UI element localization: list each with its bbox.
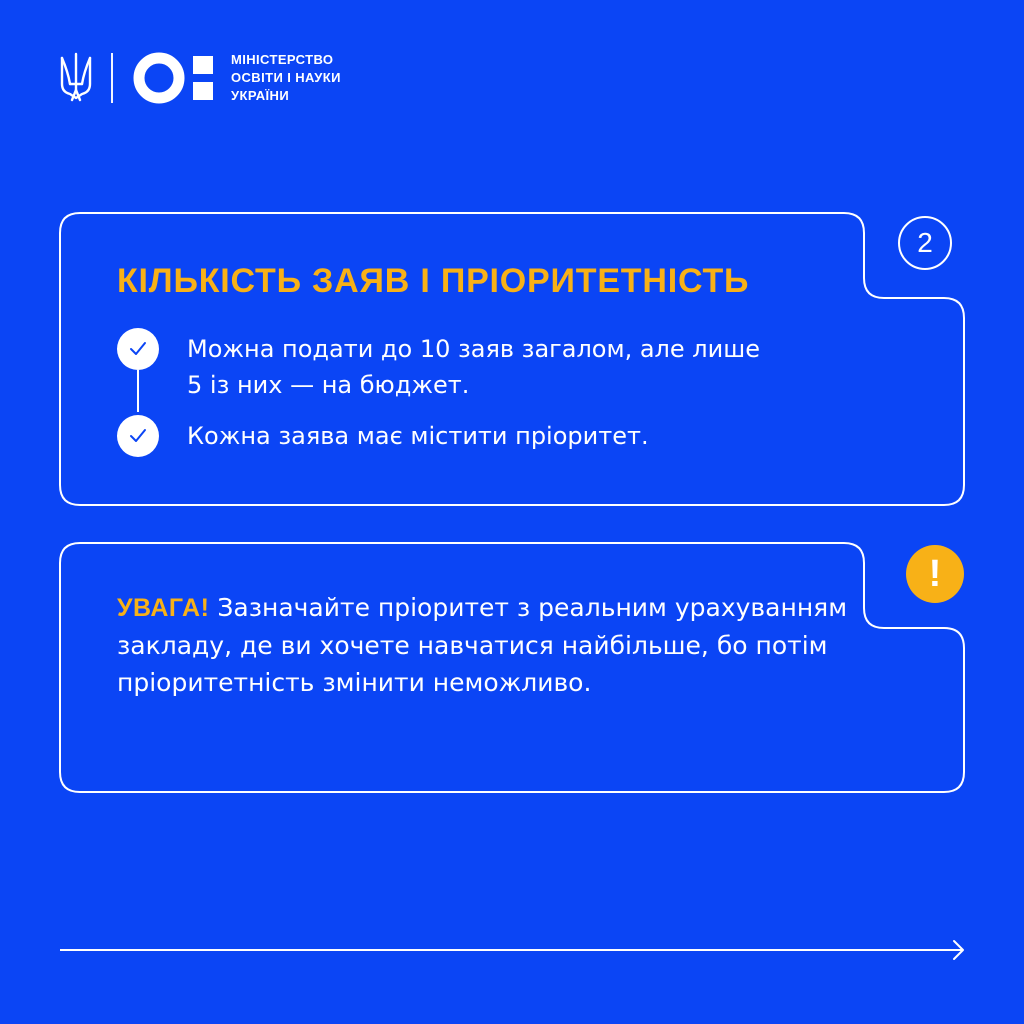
check-icon [117,328,159,370]
ministry-name-line: МІНІСТЕРСТВО [231,52,334,67]
next-arrow-icon[interactable] [60,936,970,964]
list-item-line: Кожна заява має містити пріоритет. [187,422,649,450]
card-title: КІЛЬКІСТЬ ЗАЯВ І ПРІОРИТЕТНІСТЬ [117,262,750,300]
list-item [187,331,760,403]
ministry-name-line: ОСВІТИ І НАУКИ [231,70,341,85]
warning-text: Зазначайте пріоритет з реальним урахуванням закладу, де ви хочете навчатися найбільше, бо потім пріоритетність змінити неможливо. [117,593,848,697]
list-item [187,418,649,454]
alert-icon: ! [906,545,964,603]
checklist-connector [137,370,139,412]
ministry-name-line: УКРАЇНИ [231,88,290,103]
warning-label: УВАГА! [117,594,210,622]
list-item-line: Можна подати до 10 заяв загалом, але лише [187,335,760,363]
step-number-badge: 2 [898,216,952,270]
check-icon [117,415,159,457]
warning-note [117,589,857,701]
list-item-line: 5 із них — на бюджет. [187,371,470,399]
